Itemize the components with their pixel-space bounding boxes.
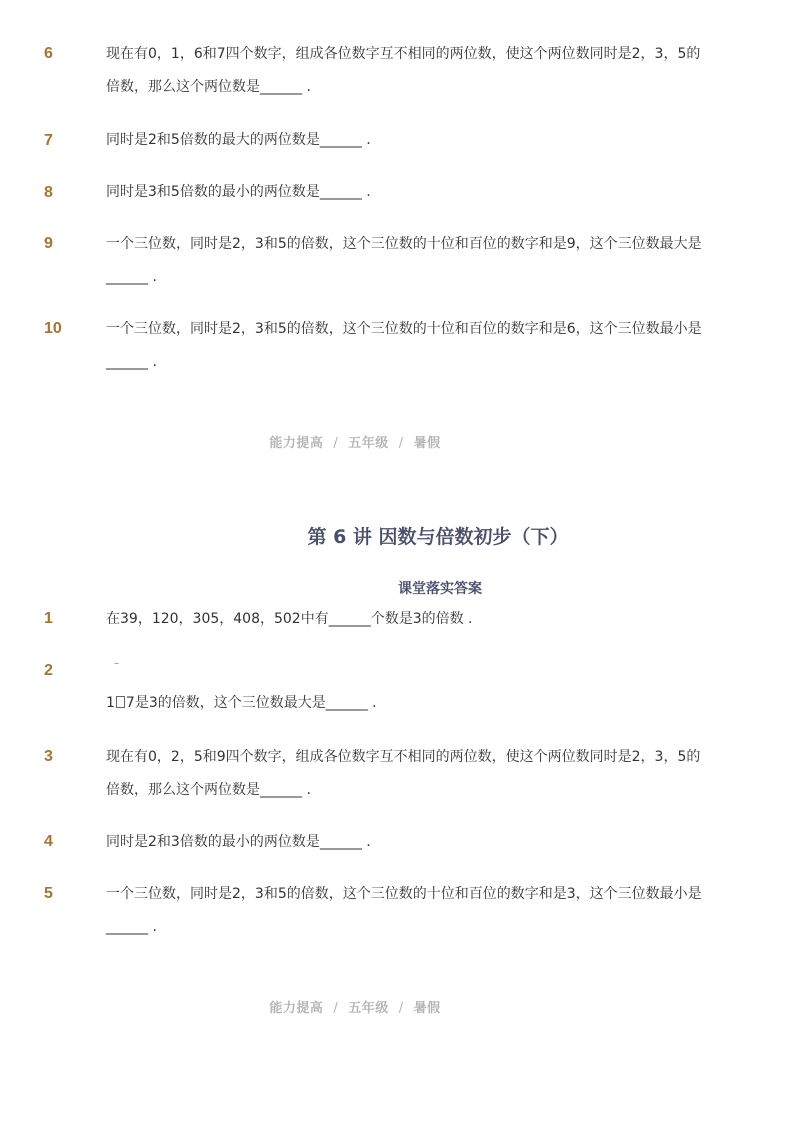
question-text — [106, 826, 726, 859]
question-text — [106, 38, 726, 104]
overline-mark: – — [114, 658, 119, 669]
question-text — [106, 313, 726, 379]
question-number: 6 — [44, 45, 53, 62]
question-number: 9 — [44, 235, 53, 252]
question-line: 一个三位数，同时是2，3和5的倍数，这个三位数的十位和百位的数字和是9，这个三位数最大是 — [106, 236, 702, 252]
question-text — [106, 687, 726, 720]
question-text — [106, 176, 726, 209]
section-subtitle: 课堂落实答案 — [398, 581, 482, 597]
question-line: 同时是2和5倍数的最大的两位数是______ . — [106, 132, 371, 148]
footer-part-a: 能力提高 — [269, 436, 324, 451]
missing-digit-box — [116, 696, 125, 708]
question-line: ______ . — [106, 269, 157, 285]
question-line-rest: 7是3的倍数，这个三位数最大是______ . — [125, 695, 377, 711]
question-text — [106, 878, 726, 944]
question-number: 2 — [44, 662, 53, 679]
question-line: 在39，120，305，408，502中有______个数是3的倍数 . — [106, 611, 473, 627]
question-text — [106, 603, 726, 636]
question-line: ______ . — [106, 919, 157, 935]
question-line: ______ . — [106, 354, 157, 370]
page-footer — [0, 997, 710, 1016]
question-line — [106, 687, 726, 720]
footer-part-b: 五年级 — [348, 1001, 389, 1016]
question-line: 同时是2和3倍数的最小的两位数是______ . — [106, 834, 371, 850]
footer-part-c: 暑假 — [413, 436, 441, 451]
footer-separator: / — [398, 436, 404, 451]
question-line: 倍数，那么这个两位数是______ . — [106, 79, 311, 95]
question-line: 一个三位数，同时是2，3和5的倍数，这个三位数的十位和百位的数字和是3，这个三位数最小是 — [106, 886, 702, 902]
page-footer — [0, 432, 710, 451]
question-line: 现在有0，1，6和7四个数字，组成各位数字互不相同的两位数，使这个两位数同时是2，3，5的 — [106, 46, 701, 62]
question-line: 同时是3和5倍数的最小的两位数是______ . — [106, 184, 371, 200]
question-number: 1 — [44, 610, 53, 627]
question-number: 10 — [44, 320, 62, 337]
question-number: 8 — [44, 184, 53, 201]
question-text — [106, 124, 726, 157]
question-line: 一个三位数，同时是2，3和5的倍数，这个三位数的十位和百位的数字和是6，这个三位数最小是 — [106, 321, 702, 337]
question-text — [106, 228, 726, 294]
question-number: 5 — [44, 885, 53, 902]
question-line: 倍数，那么这个两位数是______ . — [106, 782, 311, 798]
question-number: 3 — [44, 748, 53, 765]
footer-part-b: 五年级 — [348, 436, 389, 451]
footer-part-c: 暑假 — [413, 1001, 441, 1016]
lecture-title: 第 6 讲 因数与倍数初步（下） — [307, 526, 569, 548]
question-line: 现在有0，2，5和9四个数字，组成各位数字互不相同的两位数，使这个两位数同时是2，3，5的 — [106, 749, 701, 765]
question-text — [106, 741, 726, 807]
footer-separator: / — [333, 436, 339, 451]
question-number: 4 — [44, 833, 53, 850]
question-number: 7 — [44, 132, 53, 149]
footer-separator: / — [398, 1001, 404, 1016]
footer-separator: / — [333, 1001, 339, 1016]
footer-part-a: 能力提高 — [269, 1001, 324, 1016]
digit-prefix: 1 — [106, 695, 115, 711]
